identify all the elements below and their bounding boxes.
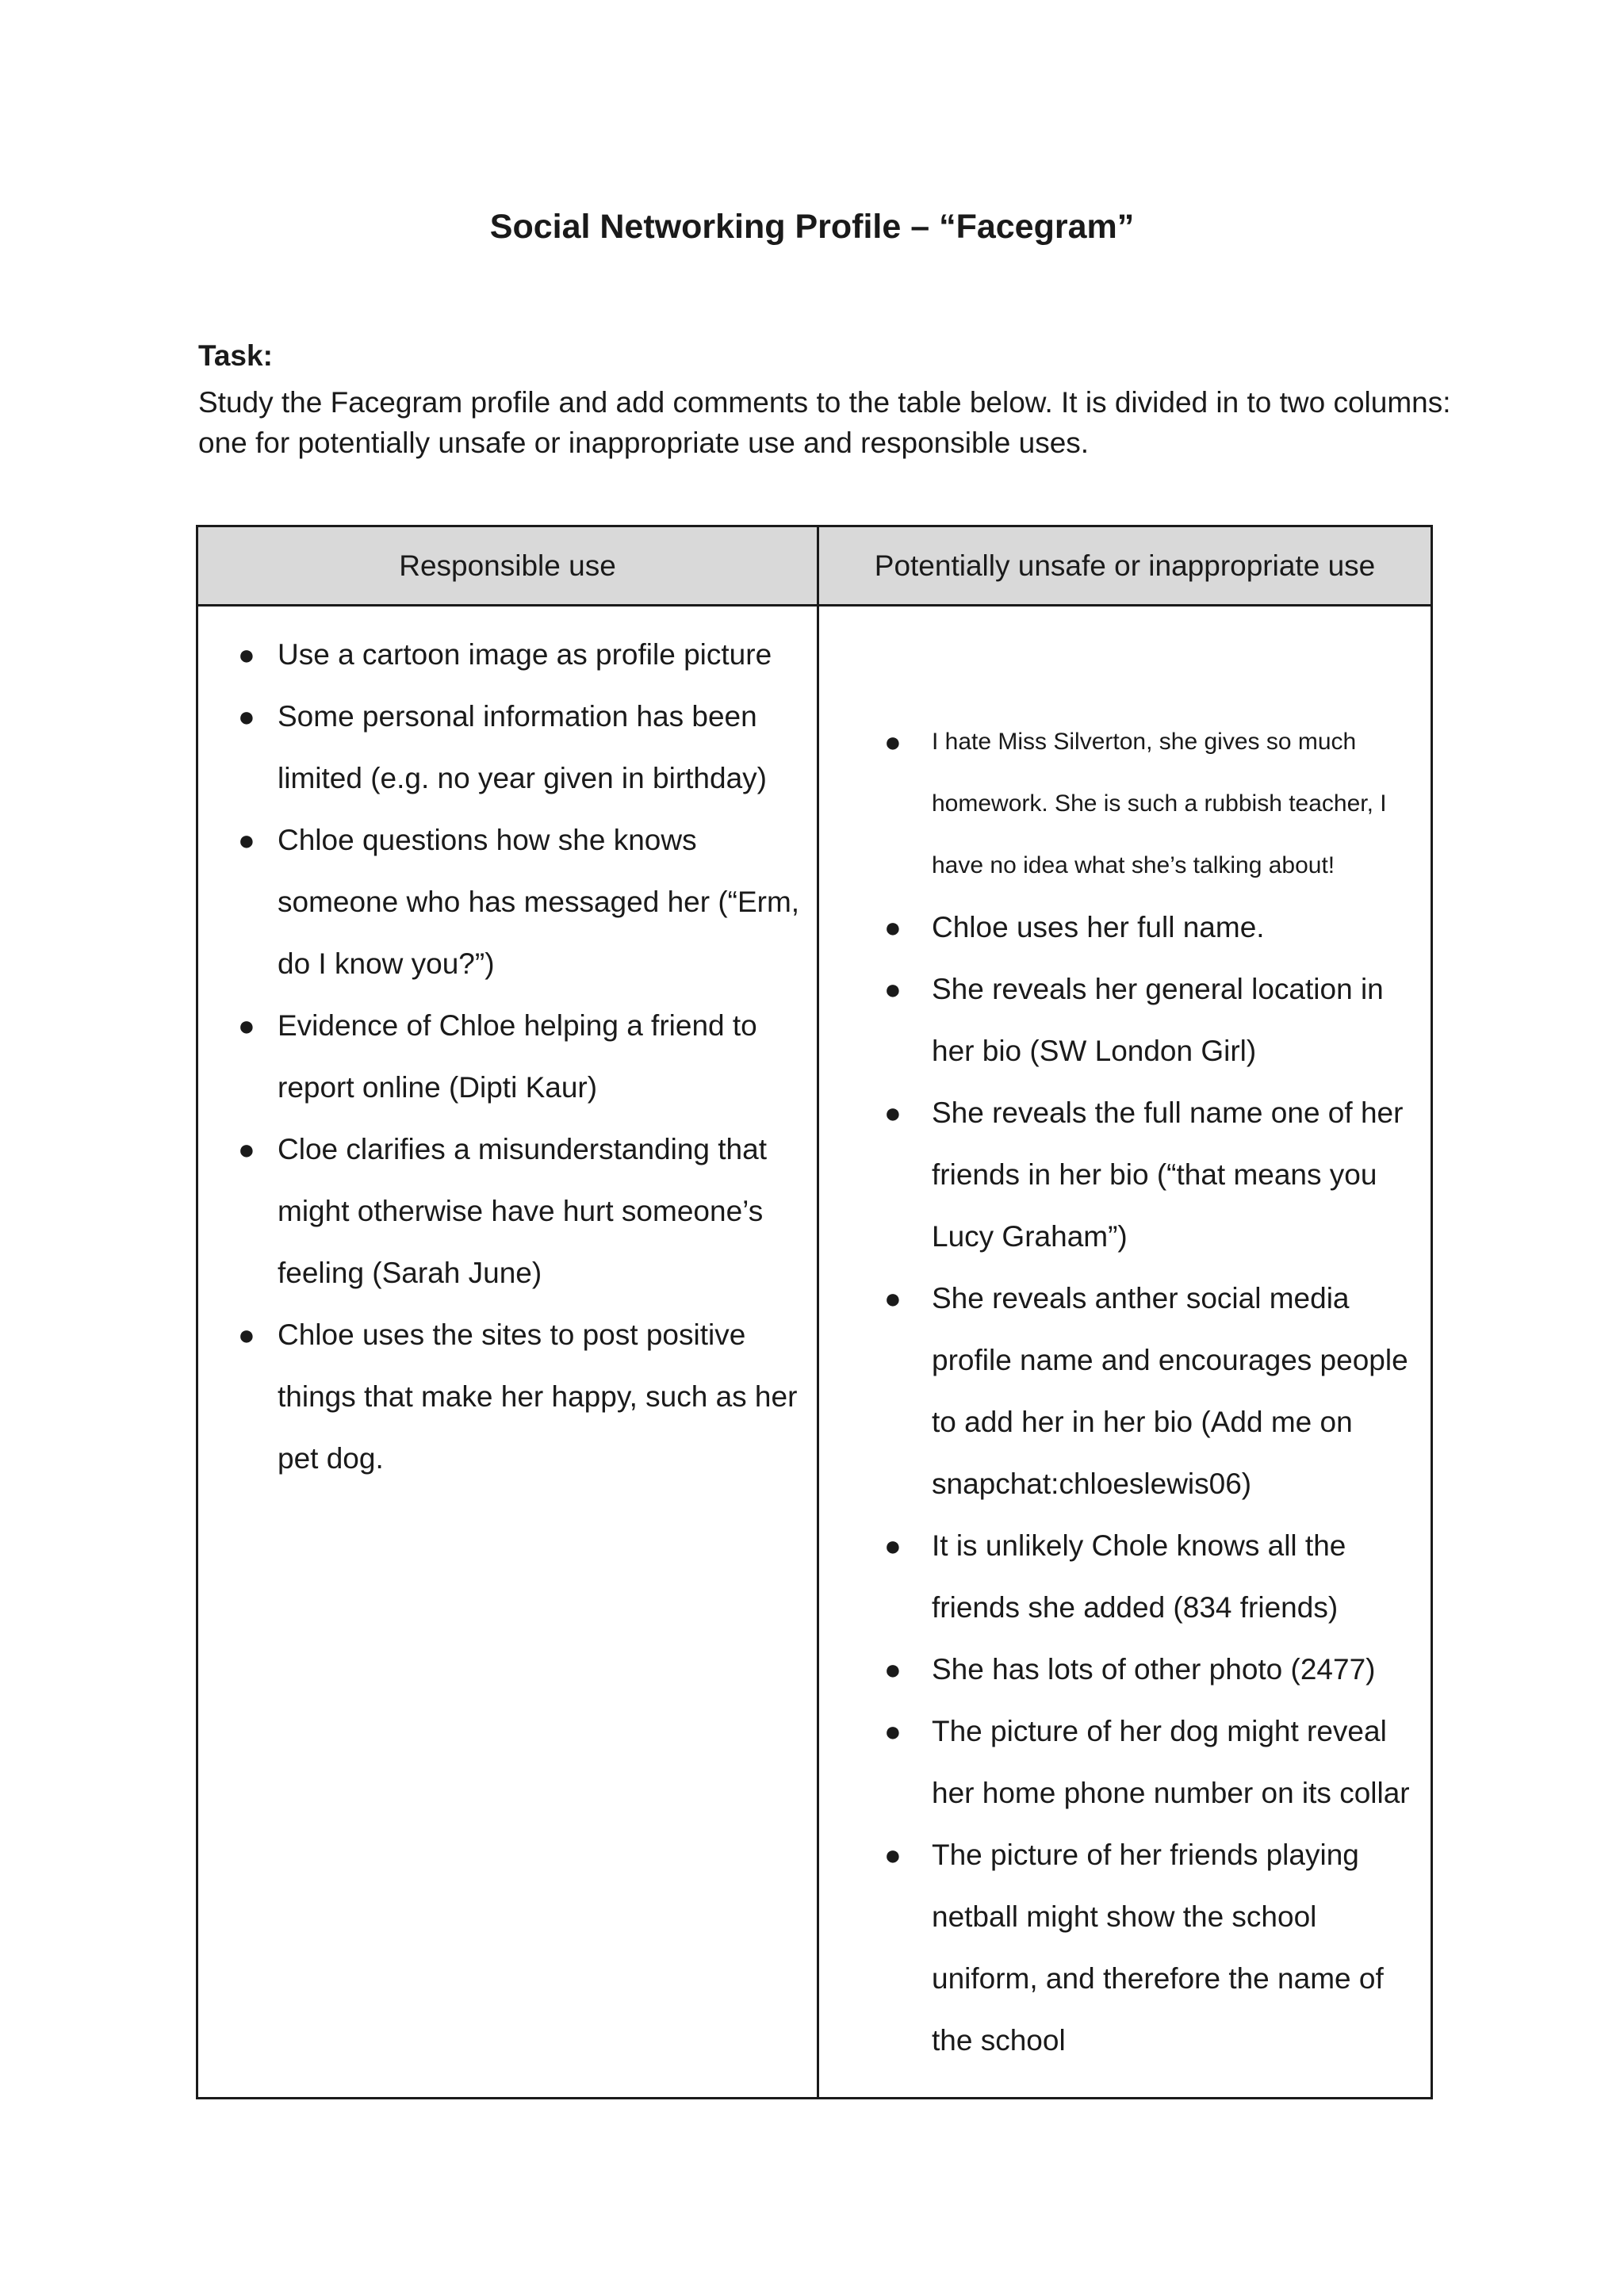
list-item (884, 711, 1423, 897)
list-item (238, 686, 801, 809)
list-item-text: She reveals her general location in her bio (SW London Girl) (932, 973, 1384, 1067)
bullet-icon: ● (884, 1653, 902, 1686)
list-item (884, 1701, 1423, 1824)
bullet-icon: ● (884, 911, 902, 943)
task-instructions: Study the Facegram profile and add comments to the table below. It is divided in to two columns: one for potentially unsafe or inappropriate use and responsible uses. (198, 386, 1451, 459)
comparison-table (196, 525, 1433, 2099)
list-item (238, 809, 801, 995)
list-item-text: It is unlikely Chole knows all the friends she added (834 friends) (932, 1529, 1346, 1624)
bullet-icon: ● (238, 1318, 255, 1351)
list-item (238, 1304, 801, 1490)
list-item-text: The picture of her dog might reveal her home phone number on its collar (932, 1715, 1410, 1809)
list-item (238, 995, 801, 1119)
bullet-icon: ● (884, 1282, 902, 1314)
list-item (238, 624, 801, 686)
list-item-text: She reveals the full name one of her friends in her bio (“that means you Lucy Graham”) (932, 1096, 1404, 1253)
bullet-icon: ● (884, 1529, 902, 1562)
bullet-icon: ● (238, 1009, 255, 1042)
list-item (884, 1824, 1423, 2072)
list-item-text: Chloe uses the sites to post positive things that make her happy, such as her pet dog. (278, 1318, 798, 1475)
bullet-icon: ● (238, 638, 255, 671)
bullet-icon: ● (884, 1715, 902, 1747)
bullet-icon: ● (238, 824, 255, 856)
bullet-icon: ● (884, 973, 902, 1005)
list-item (884, 959, 1423, 1082)
list-item (884, 1082, 1423, 1268)
list-item-text: Some personal information has been limited (e.g. no year given in birthday) (278, 700, 767, 794)
list-item (884, 1639, 1423, 1701)
list-item (884, 1268, 1423, 1515)
list-item-text: Use a cartoon image as profile picture (278, 638, 772, 671)
list-item (884, 1515, 1423, 1639)
column-divider (817, 527, 819, 2097)
list-item-text: Chloe questions how she knows someone who has messaged her (“Erm, do I know you?”) (278, 824, 800, 980)
bullet-icon: ● (884, 725, 902, 758)
bullet-icon: ● (238, 700, 255, 733)
list-item-text: Evidence of Chloe helping a friend to report online (Dipti Kaur) (278, 1009, 757, 1104)
responsible-use-list (238, 624, 801, 1490)
header-unsafe-use: Potentially unsafe or inappropriate use (874, 549, 1376, 582)
task-label: Task: (198, 339, 273, 372)
list-item-text: I hate Miss Silverton, she gives so much homework. She is such a rubbish teacher, I have no idea what she’s talking about! (932, 729, 1387, 878)
document-title: Social Networking Profile – “Facegram” (489, 208, 1135, 246)
bullet-icon: ● (884, 1096, 902, 1129)
list-item (884, 897, 1423, 959)
unsafe-use-list (884, 711, 1423, 2072)
list-item (238, 1119, 801, 1304)
bullet-icon: ● (884, 1839, 902, 1871)
list-item-text: Cloe clarifies a misunderstanding that might otherwise have hurt someone’s feeling (Sarah June) (278, 1133, 767, 1289)
list-item-text: The picture of her friends playing netball might show the school uniform, and therefore the name of the school (932, 1839, 1384, 2057)
table-header-row (198, 527, 1431, 607)
bullet-icon: ● (238, 1133, 255, 1165)
header-responsible-use: Responsible use (399, 549, 616, 582)
list-item-text: She reveals anther social media profile name and encourages people to add her in her bio (Add me on snapchat:chloeslewis06) (932, 1282, 1408, 1500)
list-item-text: She has lots of other photo (2477) (932, 1653, 1376, 1686)
list-item-text: Chloe uses her full name. (932, 911, 1265, 943)
